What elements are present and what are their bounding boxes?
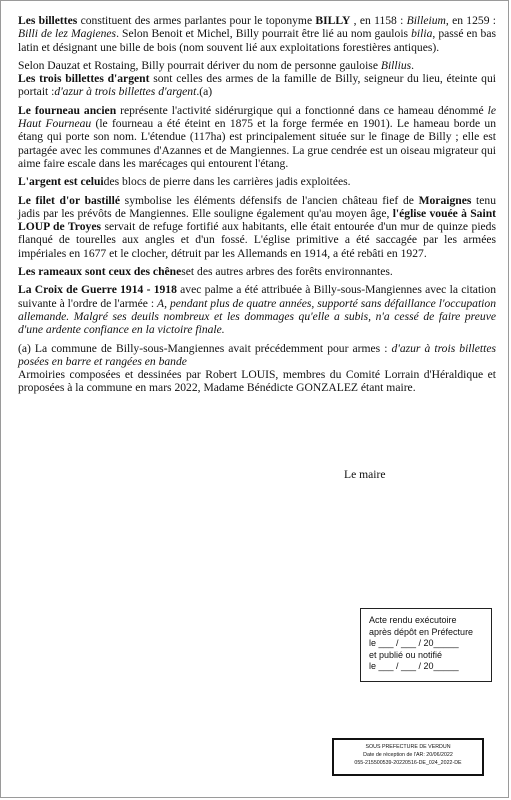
text-run: représente l'activité sidérurgique qui a fonctionné dans ce hameau dénommé <box>116 103 488 117</box>
text-run: set des autres arbres des forêts environnantes. <box>181 265 393 279</box>
text-run: tenu jadis par les prévôts de Mangiennes. Elle souligne également qu'au moyen âge, <box>18 193 496 220</box>
paragraph-trois-billettes <box>18 72 496 99</box>
text-run: Les rameaux sont ceux des chêne <box>18 265 182 279</box>
acte-line-3: le ___ / ___ / 20_____ <box>369 638 459 648</box>
text-run: Billi de lez Magienes <box>18 27 117 41</box>
paragraph-fourneau <box>18 104 496 170</box>
paragraph-billettes <box>18 14 496 54</box>
paragraph-filet <box>18 194 496 260</box>
paragraph-armoiries <box>18 368 496 395</box>
text-run: avec palme a été attribuée à Billy-sous-Mangiennes avec la citation suivante à l'ordre de l'armée : <box>18 283 496 310</box>
text-run: (le fourneau a été éteint en 1875 et la forge fermée en 1901). Le hameau borde un étang qui porte son nom. L'étendue (117ha) est principalement située sur le finage de Billy ; elle est partagée avec les communes d'Azannes et de Mangiennes. La grue cendrée est un oiseau migrateur qui aime faire escale dans les marécages qui entourent l'étang. <box>18 117 496 170</box>
text-run: La Croix de Guerre 1914 - 1918 <box>18 283 177 297</box>
text-run: bilia <box>411 27 433 41</box>
text-run: d'azur à trois billettes d'argent <box>54 85 197 99</box>
text-run: (a) La commune de Billy-sous-Mangiennes avait précédemment pour armes : <box>18 341 392 355</box>
acte-line-5: le ___ / ___ / 20_____ <box>369 661 459 671</box>
text-run: Armoiries composées et dessinées par Robert LOUIS, membres du Comité Lorrain d'Héraldique et proposées à la commune en mars 2022, Madame Bénédicte GONZALEZ étant maire. <box>18 368 496 395</box>
document-body <box>18 14 496 400</box>
text-run: . Selon Benoit et Michel, Billy pourrait être lié au nom gaulois <box>116 27 412 41</box>
acte-line-1: Acte rendu exécutoire <box>369 615 457 625</box>
text-run: , en 1259 : <box>445 14 496 27</box>
text-run: symbolise les éléments défensifs de l'ancien château fief de <box>120 193 419 207</box>
text-run: .(a) <box>196 85 213 99</box>
text-run: Les trois billettes d'argent <box>18 72 150 86</box>
text-run: servait de refuge fortifié aux habitants, elle était entourée d'un mur de quinze pieds flanqué de tourelles aux angles et d'un fossé. L'église primitive a été saccagée par les armées impériales en 1677 et le clocher, détruit par les Allemands en 1914, a été rebâti en 1927. <box>18 220 496 260</box>
text-run: le Haut Fourneau <box>18 103 496 131</box>
acte-line-4: et publié ou notifié <box>369 649 443 660</box>
stamp-line-1: SOUS PREFECTURE DE VERDUN <box>365 744 451 750</box>
text-run: Les billettes <box>18 14 78 27</box>
text-run: Le filet d'or bastillé <box>18 193 121 207</box>
acte-line-2: après dépôt en Préfecture <box>369 626 474 637</box>
text-run: d'azur à trois billettes posées en barre et rangées en bande <box>18 341 496 368</box>
text-run: l'église vouée à Saint LOUP de Troyes <box>18 206 497 234</box>
paragraph-croix <box>18 283 496 336</box>
signature-label: Le maire <box>344 468 386 481</box>
text-run: sont celles des armes de la famille de Billy, seigneur du lieu, éteinte qui portait : <box>18 72 496 99</box>
paragraph-commune <box>18 342 496 369</box>
text-run: Billius <box>380 58 412 72</box>
paragraph-argent <box>18 175 496 188</box>
stamp-line-3: 055-215500539-20220516-DE_024_2022-DE <box>354 760 462 766</box>
acte-executoire-box <box>360 608 492 682</box>
text-run: A, pendant plus de quatre années, supporté sans défaillance l'occupation allemande. Malgré ses deuils nombreux et les dommages qu'elle a subis, n'a cessé de faire preuve d'une ardente confiance en la victoire finale. <box>18 296 496 337</box>
text-run: constituent des armes parlantes pour le toponyme <box>77 14 316 27</box>
text-run: Selon Dauzat et Rostaing, Billy pourrait dériver du nom de personne gauloise <box>18 58 381 72</box>
text-run: des blocs de pierre dans les carrières jadis exploitées. <box>103 175 351 189</box>
stamp-line-2: Date de réception de l'AR: 20/06/2022 <box>363 752 453 758</box>
prefecture-stamp <box>332 738 484 776</box>
text-run: Moraignes <box>418 193 472 207</box>
text-run: . <box>411 58 415 72</box>
text-run: BILLY <box>315 14 351 27</box>
paragraph-rameaux <box>18 265 496 278</box>
text-run: L'argent est celui <box>18 175 104 189</box>
text-run: Le fourneau ancien <box>18 103 117 117</box>
text-run: , en 1158 : <box>350 14 407 27</box>
paragraph-dauzat <box>18 59 496 72</box>
text-run: Billeium <box>406 14 446 27</box>
text-run: , passé en bas latin et désignant une bille de bois (nom souvent lié aux exploitations forestières antiques). <box>18 27 497 54</box>
